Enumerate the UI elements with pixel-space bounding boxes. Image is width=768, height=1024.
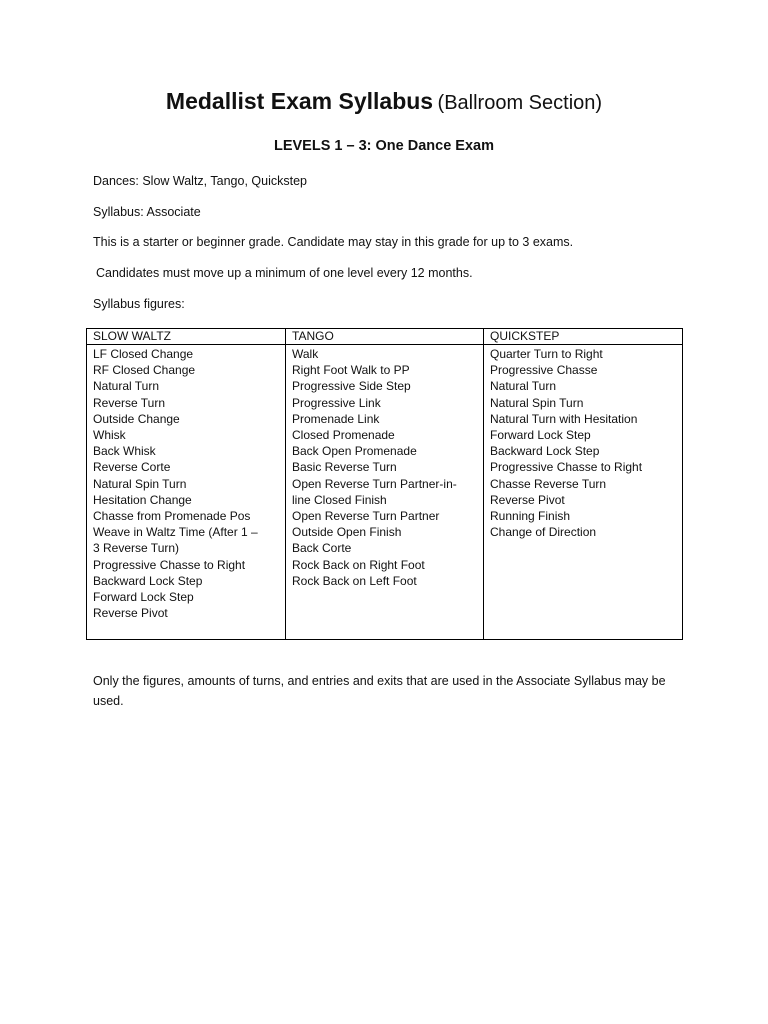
list-item: Natural Turn — [490, 379, 557, 394]
move-up-note: Candidates must move up a minimum of one level every 12 months. — [96, 266, 473, 280]
list-item: Rock Back on Left Foot — [292, 573, 417, 588]
list-item: Change of Direction — [490, 525, 597, 540]
list-item: Chasse Reverse Turn — [490, 476, 607, 491]
list-item: Open Reverse Turn Partner — [292, 509, 440, 524]
syllabus-table — [86, 328, 683, 640]
list-item: Right Foot Walk to PP — [292, 363, 410, 378]
levels-heading: LEVELS 1 – 3: One Dance Exam — [273, 138, 494, 154]
list-item: Forward Lock Step — [93, 590, 194, 605]
footnote: Only the figures, amounts of turns, and entries and exits that are used in the Associate Syllabus may be used. — [93, 674, 666, 708]
column-header-tango: TANGO — [286, 329, 484, 345]
list-item: 3 Reverse Turn) — [93, 541, 180, 556]
list-item: Outside Change — [93, 411, 180, 426]
list-item: Natural Turn with Hesitation — [490, 411, 638, 426]
slow-waltz-figures — [87, 345, 286, 640]
page-title — [0, 88, 768, 115]
list-item: Backward Lock Step — [490, 444, 600, 459]
list-item: Reverse Pivot — [490, 492, 565, 507]
title-sub: (Ballroom Section) — [437, 92, 603, 114]
list-item: Natural Turn — [93, 379, 160, 394]
figures-label: Syllabus figures: — [93, 297, 185, 311]
table-header-row — [87, 329, 683, 345]
list-item: Chasse from Promenade Pos — [93, 509, 251, 524]
list-item: Progressive Chasse to Right — [490, 460, 643, 475]
list-item: Reverse Corte — [93, 460, 171, 475]
title-main: Medallist Exam Syllabus — [165, 88, 434, 114]
list-item: Natural Spin Turn — [93, 476, 187, 491]
dances-line: Dances: Slow Waltz, Tango, Quickstep — [93, 174, 307, 188]
list-item: Hesitation Change — [93, 492, 192, 507]
list-item: Running Finish — [490, 509, 571, 524]
quickstep-figures — [484, 345, 683, 640]
list-item: Back Corte — [292, 541, 352, 556]
list-item: Back Whisk — [93, 444, 156, 459]
list-item: Reverse Turn — [93, 395, 166, 410]
list-item: Progressive Link — [292, 395, 381, 410]
syllabus-line: Syllabus: Associate — [93, 205, 201, 219]
column-header-quickstep: QUICKSTEP — [484, 329, 683, 345]
tango-figures — [286, 345, 484, 640]
list-item: line Closed Finish — [292, 492, 387, 507]
column-header-slow-waltz: SLOW WALTZ — [87, 329, 286, 345]
list-item: Rock Back on Right Foot — [292, 557, 425, 572]
grade-note: This is a starter or beginner grade. Candidate may stay in this grade for up to 3 exams. — [93, 235, 574, 249]
list-item: Natural Spin Turn — [490, 395, 584, 410]
list-item: Open Reverse Turn Partner-in- — [292, 476, 457, 491]
list-item: Whisk — [93, 428, 126, 443]
list-item: Back Open Promenade — [292, 444, 417, 459]
list-item: Weave in Waltz Time (After 1 – — [93, 525, 258, 540]
list-item: Progressive Chasse — [490, 363, 598, 378]
list-item: LF Closed Change — [93, 347, 194, 361]
list-item: Walk — [292, 347, 319, 361]
list-item: Backward Lock Step — [93, 573, 203, 588]
list-item: Progressive Side Step — [292, 379, 411, 394]
list-item: Closed Promenade — [292, 428, 395, 443]
list-item: Promenade Link — [292, 411, 380, 426]
list-item: Basic Reverse Turn — [292, 460, 397, 475]
list-item: Forward Lock Step — [490, 428, 591, 443]
list-item: Quarter Turn to Right — [490, 347, 603, 361]
list-item: Progressive Chasse to Right — [93, 557, 246, 572]
table-row — [87, 345, 683, 640]
list-item: RF Closed Change — [93, 363, 196, 378]
list-item: Reverse Pivot — [93, 606, 168, 621]
list-item: Outside Open Finish — [292, 525, 402, 540]
